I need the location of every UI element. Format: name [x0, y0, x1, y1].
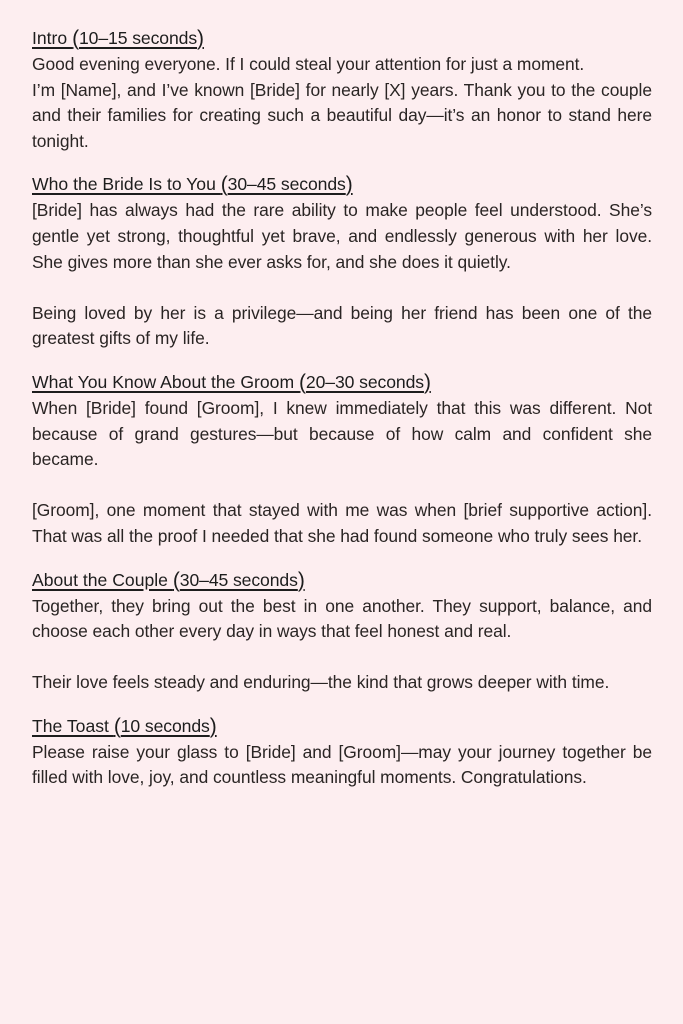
- section-heading-duration: [220, 173, 353, 197]
- section-heading: [32, 370, 652, 395]
- speech-section-what-you-know-about-the-groom: [32, 370, 652, 550]
- open-paren: (: [72, 27, 79, 50]
- section-heading-title: About the Couple: [32, 569, 173, 590]
- speech-section-the-toast: [32, 714, 652, 791]
- section-paragraph: Please raise your glass to [Bride] and [Groom]—may your journey together be filled with love, joy, and countless meaningful moments. Congratulations.: [32, 741, 652, 788]
- open-paren: (: [299, 370, 306, 394]
- section-heading-duration: [299, 372, 431, 392]
- section-paragraph: When [Bride] found [Groom], I knew immediately that this was different. Not because of grand gestures—but because of how calm and confident she became.: [32, 397, 652, 470]
- close-paren: ): [297, 568, 305, 592]
- section-heading-title: Intro: [32, 28, 73, 48]
- section-heading-title: Who the Bride Is to You: [32, 174, 221, 195]
- duration-text: 10 seconds: [120, 715, 210, 736]
- open-paren: (: [220, 173, 228, 197]
- section-heading: [32, 26, 652, 51]
- close-paren: ): [197, 27, 204, 50]
- close-paren: ): [209, 714, 217, 738]
- section-heading-duration: [173, 570, 305, 590]
- speech-section-who-the-bride-is-to-you: [32, 172, 652, 352]
- section-paragraph: [Bride] has always had the rare ability to make people feel understood. She’s gentle yet strong, thoughtful yet brave, and endlessly generous with her love. She gives more than she ever asks for, and she does it quietly.: [32, 200, 652, 272]
- duration-text: 30–45 seconds: [227, 174, 346, 195]
- section-heading-duration: [72, 28, 204, 48]
- section-heading: [32, 568, 652, 593]
- close-paren: ): [423, 370, 431, 394]
- section-heading: [32, 172, 652, 197]
- open-paren: (: [113, 714, 121, 738]
- close-paren: ): [345, 173, 353, 197]
- speech-section-intro: [32, 26, 652, 154]
- section-paragraph: Their love feels steady and enduring—the kind that grows deeper with time.: [32, 672, 610, 693]
- duration-text: 20–30 seconds: [305, 371, 424, 392]
- speech-section-about-the-couple: [32, 568, 652, 696]
- section-heading-title: The Toast: [32, 715, 114, 736]
- open-paren: (: [172, 568, 180, 592]
- section-heading-title: What You Know About the Groom: [32, 371, 300, 392]
- section-heading: [32, 714, 652, 739]
- duration-text: 30–45 seconds: [179, 569, 298, 590]
- section-paragraph: Together, they bring out the best in one another. They support, balance, and choose each other every day in ways that feel honest and real.: [32, 595, 652, 642]
- section-paragraph: [Groom], one moment that stayed with me was when [brief supportive action]. That was all the proof I needed that she had found someone who truly sees her.: [32, 500, 652, 546]
- section-heading-duration: [114, 716, 217, 736]
- duration-text: 10–15 seconds: [79, 28, 198, 48]
- section-paragraph: Good evening everyone. If I could steal your attention for just a moment. I’m [Name], and I’ve known [Bride] for nearly [X] years. Thank you to the couple and their families for creating such a beautiful day—it’s an honor to stand here tonight.: [32, 54, 652, 151]
- section-paragraph: Being loved by her is a privilege—and being her friend has been one of the greatest gifts of my life.: [32, 302, 652, 349]
